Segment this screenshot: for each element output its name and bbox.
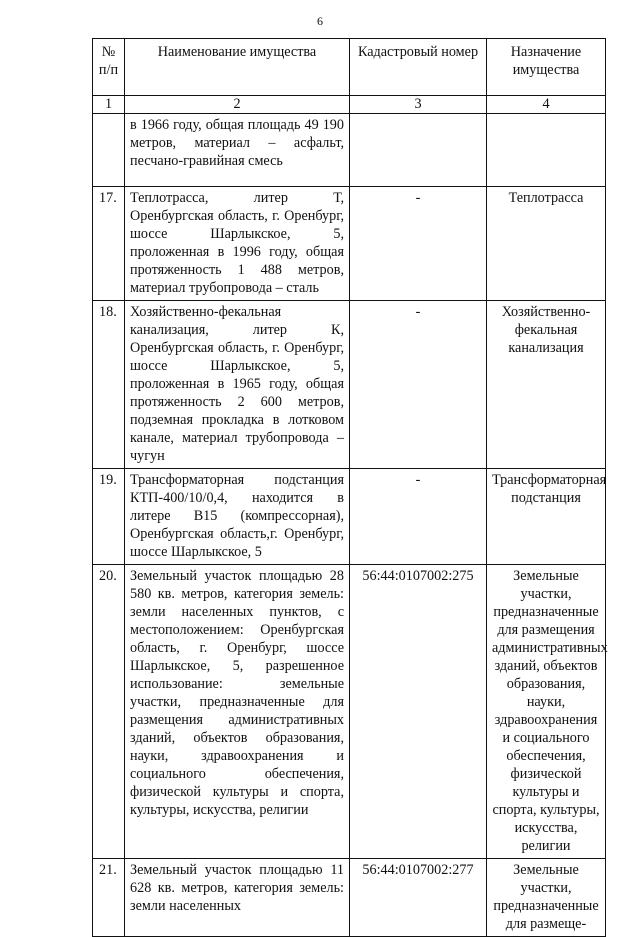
property-purpose: Трансформаторная подстанция — [487, 469, 606, 565]
property-purpose: Хозяйственно-фекальная канализация — [487, 301, 606, 469]
cadastral-number: 56:44:0107002:275 — [350, 565, 487, 859]
table-row — [93, 187, 606, 301]
row-number: 18. — [93, 301, 125, 469]
row-number: 21. — [93, 859, 125, 937]
header-row — [93, 39, 606, 96]
property-description: Хозяйственно-фекальная канализация, литер К, Оренбургская область, г. Оренбург, шоссе Шарлыкское, 5, проложенная в 1965 году, общая протяженность 2 600 метров, подземная прокладка в лотковом канале, материал трубопровода – чугун — [125, 301, 350, 469]
row-number — [93, 114, 125, 187]
cadastral-number — [350, 114, 487, 187]
table-row — [93, 114, 606, 187]
property-purpose — [487, 114, 606, 187]
row-number: 19. — [93, 469, 125, 565]
page-number: 6 — [317, 14, 323, 28]
row-number: 20. — [93, 565, 125, 859]
column-number-row — [93, 96, 606, 114]
property-purpose: Земельные участки, предназначенные для размещения административных зданий, объектов образования, науки, здравоохранения и социального обеспечения, физической культуры и спорта, культуры, искусства, религии — [487, 565, 606, 859]
table-row — [93, 469, 606, 565]
column-number: 4 — [487, 96, 606, 114]
table-row — [93, 565, 606, 859]
cadastral-number: - — [350, 187, 487, 301]
property-purpose: Земельные участки, предназначенные для размеще- — [487, 859, 606, 937]
column-number: 1 — [93, 96, 125, 114]
table-row — [93, 859, 606, 937]
property-description: Земельный участок площадью 11 628 кв. метров, категория земель: земли населенных — [125, 859, 350, 937]
column-number: 2 — [125, 96, 350, 114]
row-number: 17. — [93, 187, 125, 301]
header-cadastral: Кадастровый номер — [350, 39, 487, 96]
cadastral-number: - — [350, 301, 487, 469]
property-description: в 1966 году, общая площадь 49 190 метров, материал – асфальт, песчано-гравийная смесь — [125, 114, 350, 187]
header-purpose: Назначение имущества — [487, 39, 606, 96]
property-registry-table — [92, 38, 606, 937]
property-description: Трансформаторная подстанция КТП-400/10/0,4, находится в литере В15 (компрессорная), Оренбургская область,г. Оренбург, шоссе Шарлыкское, 5 — [125, 469, 350, 565]
header-name: Наименование имущества — [125, 39, 350, 96]
cadastral-number: - — [350, 469, 487, 565]
header-num: № п/п — [93, 39, 125, 96]
cadastral-number: 56:44:0107002:277 — [350, 859, 487, 937]
column-number: 3 — [350, 96, 487, 114]
property-description: Земельный участок площадью 28 580 кв. метров, категория земель: земли населенных пунктов, с местоположением: Оренбургская область, г. Оренбург, шоссе Шарлыкское, 5, разрешенное использование: земельные участки, предназначенные для размещения административных зданий, объектов образования, науки, здравоохранения и социального обеспечения, физической культуры и спорта, культуры, искусства, религии — [125, 565, 350, 859]
table-row — [93, 301, 606, 469]
property-purpose: Теплотрасса — [487, 187, 606, 301]
property-description: Теплотрасса, литер Т, Оренбургская область, г. Оренбург, шоссе Шарлыкское, 5, проложенная в 1996 году, общая протяженность 1 488 метров, материал трубопровода – сталь — [125, 187, 350, 301]
